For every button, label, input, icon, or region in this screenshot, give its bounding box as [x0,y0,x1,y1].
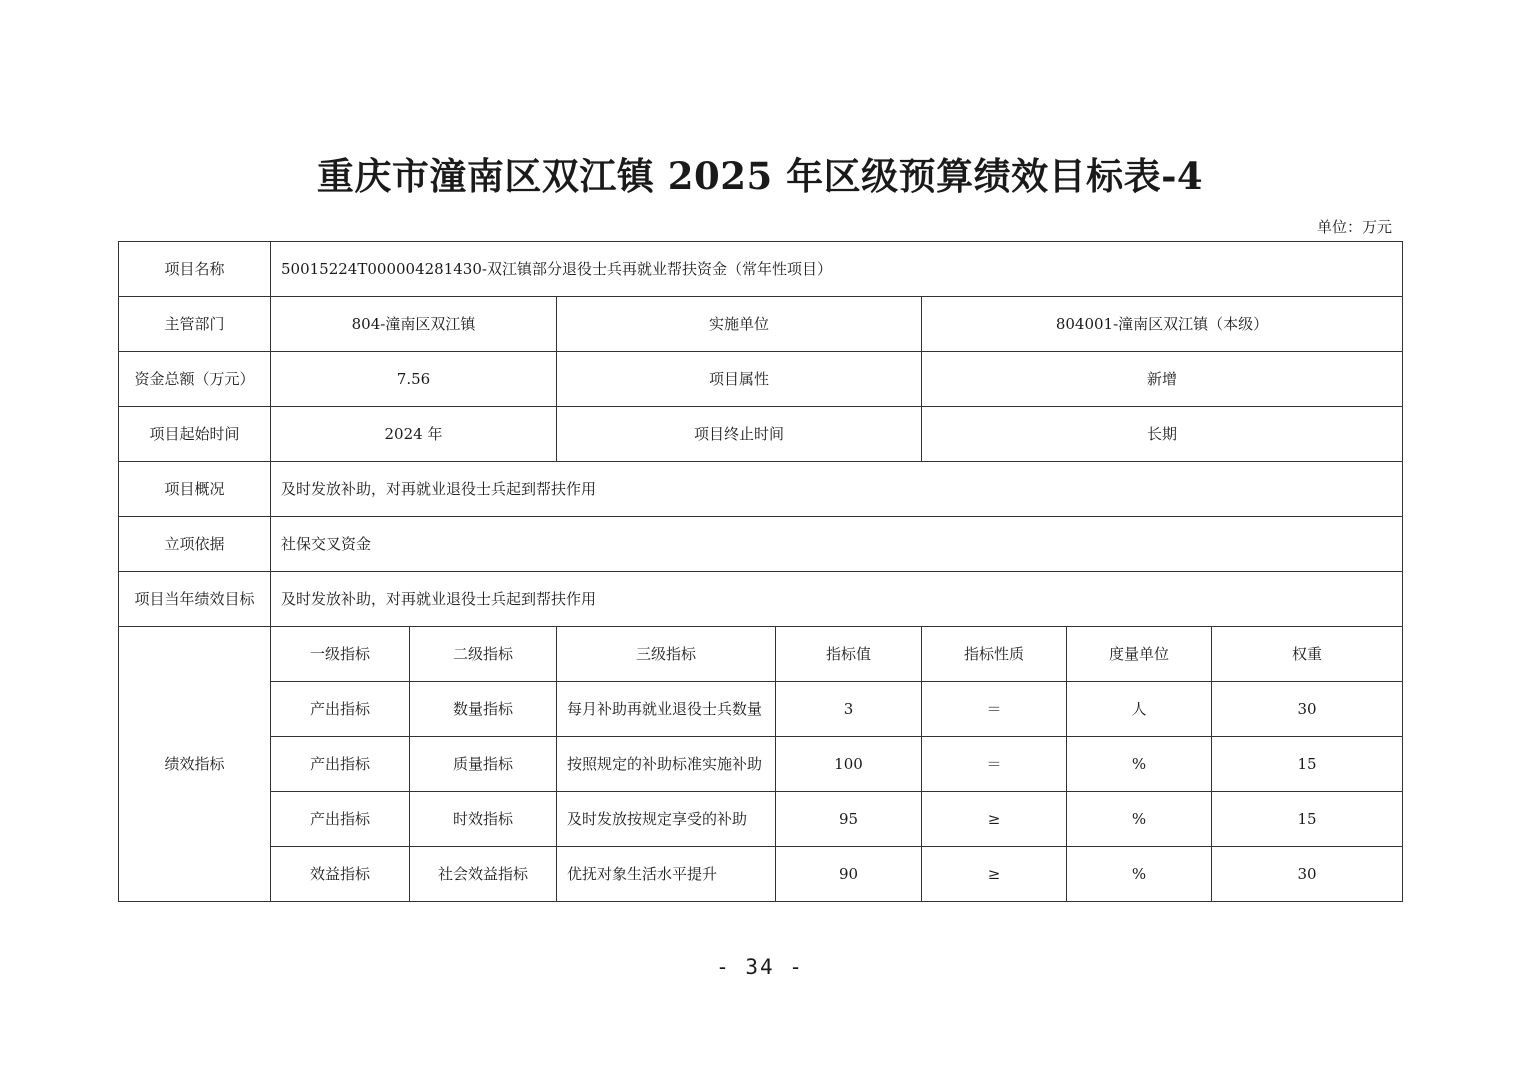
indicator-value: 100 [776,737,922,792]
indicator-nature: ≥ [922,792,1067,847]
indicator-level1: 产出指标 [271,682,410,737]
page-number: - 34 - [716,955,804,979]
indicator-row [119,682,1403,737]
indicator-row [119,847,1403,902]
start-time-label: 项目起始时间 [119,407,271,462]
row-basis [119,517,1403,572]
indicator-unit: % [1067,792,1212,847]
overview-value: 及时发放补助，对再就业退役士兵起到帮扶作用 [271,462,1403,517]
indicator-value: 3 [776,682,922,737]
project-attr-label: 项目属性 [557,352,922,407]
indicator-weight: 30 [1212,682,1403,737]
row-overview [119,462,1403,517]
indicator-level3: 及时发放按规定享受的补助 [557,792,776,847]
basis-value: 社保交叉资金 [271,517,1403,572]
indicator-value: 95 [776,792,922,847]
indicator-header-cell: 权重 [1212,627,1403,682]
indicator-header-cell: 度量单位 [1067,627,1212,682]
project-name-value: 50015224T000004281430-双江镇部分退役士兵再就业帮扶资金（常年性项目） [271,242,1403,297]
indicator-value: 90 [776,847,922,902]
end-time-value: 长期 [922,407,1403,462]
row-period [119,407,1403,462]
indicator-weight: 30 [1212,847,1403,902]
indicator-level1: 产出指标 [271,792,410,847]
unit-label: 单位：万元 [1316,218,1392,236]
indicator-header-cell: 二级指标 [410,627,557,682]
annual-goal-label: 项目当年绩效目标 [119,572,271,627]
row-project-name [119,242,1403,297]
indicator-level1: 产出指标 [271,737,410,792]
indicator-level2: 质量指标 [410,737,557,792]
impl-unit-value: 804001-潼南区双江镇（本级） [922,297,1403,352]
basis-label: 立项依据 [119,517,271,572]
project-attr-value: 新增 [922,352,1403,407]
row-funds [119,352,1403,407]
indicator-level2: 数量指标 [410,682,557,737]
department-value: 804-潼南区双江镇 [271,297,557,352]
indicator-nature: ＝ [922,682,1067,737]
indicator-unit: % [1067,847,1212,902]
indicator-row [119,737,1403,792]
indicator-header-cell: 一级指标 [271,627,410,682]
overview-label: 项目概况 [119,462,271,517]
indicator-weight: 15 [1212,792,1403,847]
row-annual-goal [119,572,1403,627]
end-time-label: 项目终止时间 [557,407,922,462]
row-department [119,297,1403,352]
start-time-value: 2024 年 [271,407,557,462]
indicator-row [119,792,1403,847]
indicator-level3: 按照规定的补助标准实施补助 [557,737,776,792]
indicators-label: 绩效指标 [119,627,271,902]
indicator-level2: 社会效益指标 [410,847,557,902]
department-label: 主管部门 [119,297,271,352]
indicator-level3: 优抚对象生活水平提升 [557,847,776,902]
indicator-header-cell: 三级指标 [557,627,776,682]
indicator-unit: % [1067,737,1212,792]
indicator-header-cell: 指标值 [776,627,922,682]
indicator-level2: 时效指标 [410,792,557,847]
annual-goal-value: 及时发放补助，对再就业退役士兵起到帮扶作用 [271,572,1403,627]
funds-value: 7.56 [271,352,557,407]
indicator-nature: ＝ [922,737,1067,792]
indicator-weight: 15 [1212,737,1403,792]
indicator-unit: 人 [1067,682,1212,737]
indicator-header-cell: 指标性质 [922,627,1067,682]
impl-unit-label: 实施单位 [557,297,922,352]
project-name-label: 项目名称 [119,242,271,297]
page-title: 重庆市潼南区双江镇 2025 年区级预算绩效目标表-4 [316,154,1204,198]
indicator-level1: 效益指标 [271,847,410,902]
indicator-level3: 每月补助再就业退役士兵数量 [557,682,776,737]
funds-label: 资金总额（万元） [119,352,271,407]
budget-performance-table [118,241,1403,902]
indicator-nature: ≥ [922,847,1067,902]
indicator-header-row [119,627,1403,682]
